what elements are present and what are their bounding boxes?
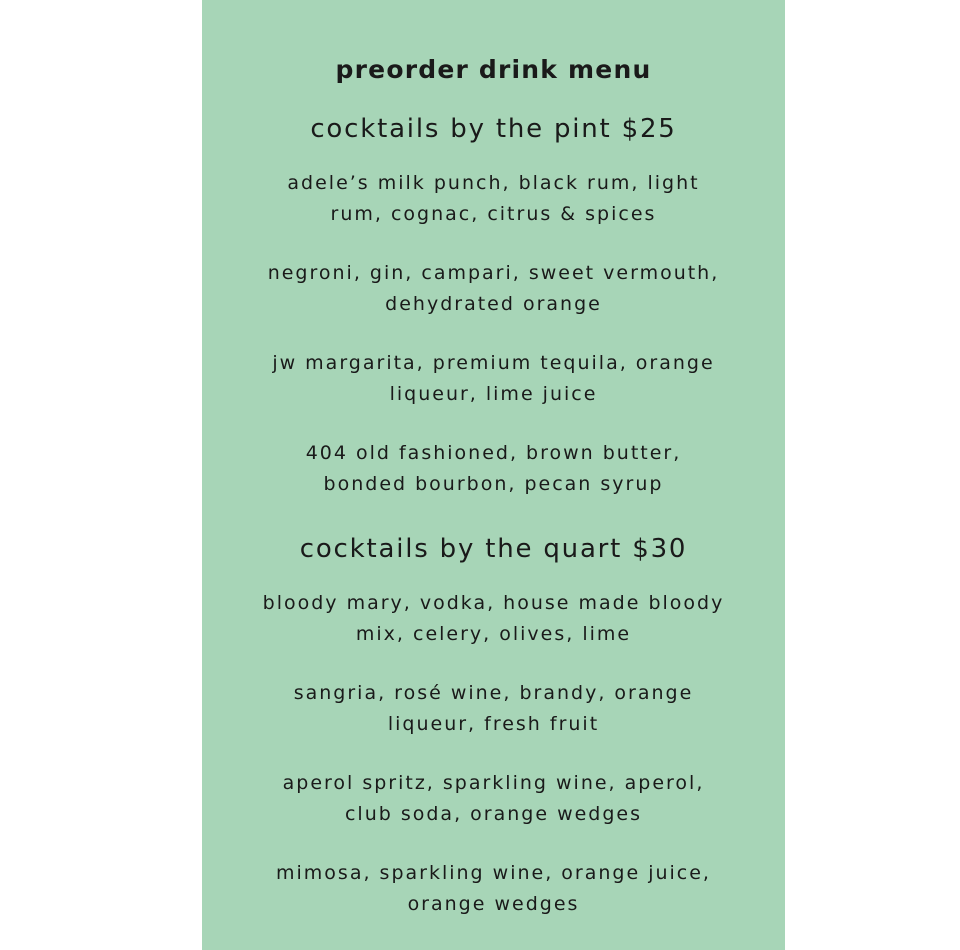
menu-item-line: adele’s milk punch, black rum, light xyxy=(287,172,700,194)
menu-title: preorder drink menu xyxy=(335,55,652,84)
menu-item-old-fashioned xyxy=(222,438,765,500)
menu-item-line: club soda, orange wedges xyxy=(344,803,643,825)
drink-menu-panel xyxy=(202,0,785,950)
section-heading-pint: cocktails by the pint $25 xyxy=(310,114,677,144)
section-heading-quart: cocktails by the quart $30 xyxy=(299,534,688,564)
menu-item-aperol-spritz xyxy=(222,768,765,830)
menu-item-mimosa xyxy=(222,858,765,920)
menu-item-line: bonded bourbon, pecan syrup xyxy=(323,473,664,495)
menu-item-sangria xyxy=(222,678,765,740)
menu-item-line: aperol spritz, sparkling wine, aperol, xyxy=(282,772,705,794)
menu-item-line: rum, cognac, citrus & spices xyxy=(330,203,657,225)
menu-item-line: orange wedges xyxy=(407,893,580,915)
menu-item-margarita xyxy=(222,348,765,410)
menu-item-line: sangria, rosé wine, brandy, orange xyxy=(293,682,694,704)
menu-item-bloody-mary xyxy=(222,588,765,650)
menu-item-line: mimosa, sparkling wine, orange juice, xyxy=(276,862,711,884)
menu-item-line: liqueur, lime juice xyxy=(389,383,598,405)
menu-item-line: 404 old fashioned, brown butter, xyxy=(305,442,682,464)
menu-item-line: liqueur, fresh fruit xyxy=(387,713,600,735)
menu-item-line: dehydrated orange xyxy=(385,293,602,315)
menu-item-negroni xyxy=(222,258,765,320)
menu-item-line: bloody mary, vodka, house made bloody xyxy=(262,592,725,614)
menu-item-line: jw margarita, premium tequila, orange xyxy=(272,352,715,374)
menu-item-milk-punch xyxy=(222,168,765,230)
menu-item-line: mix, celery, olives, lime xyxy=(355,623,632,645)
menu-item-line: negroni, gin, campari, sweet vermouth, xyxy=(267,262,720,284)
